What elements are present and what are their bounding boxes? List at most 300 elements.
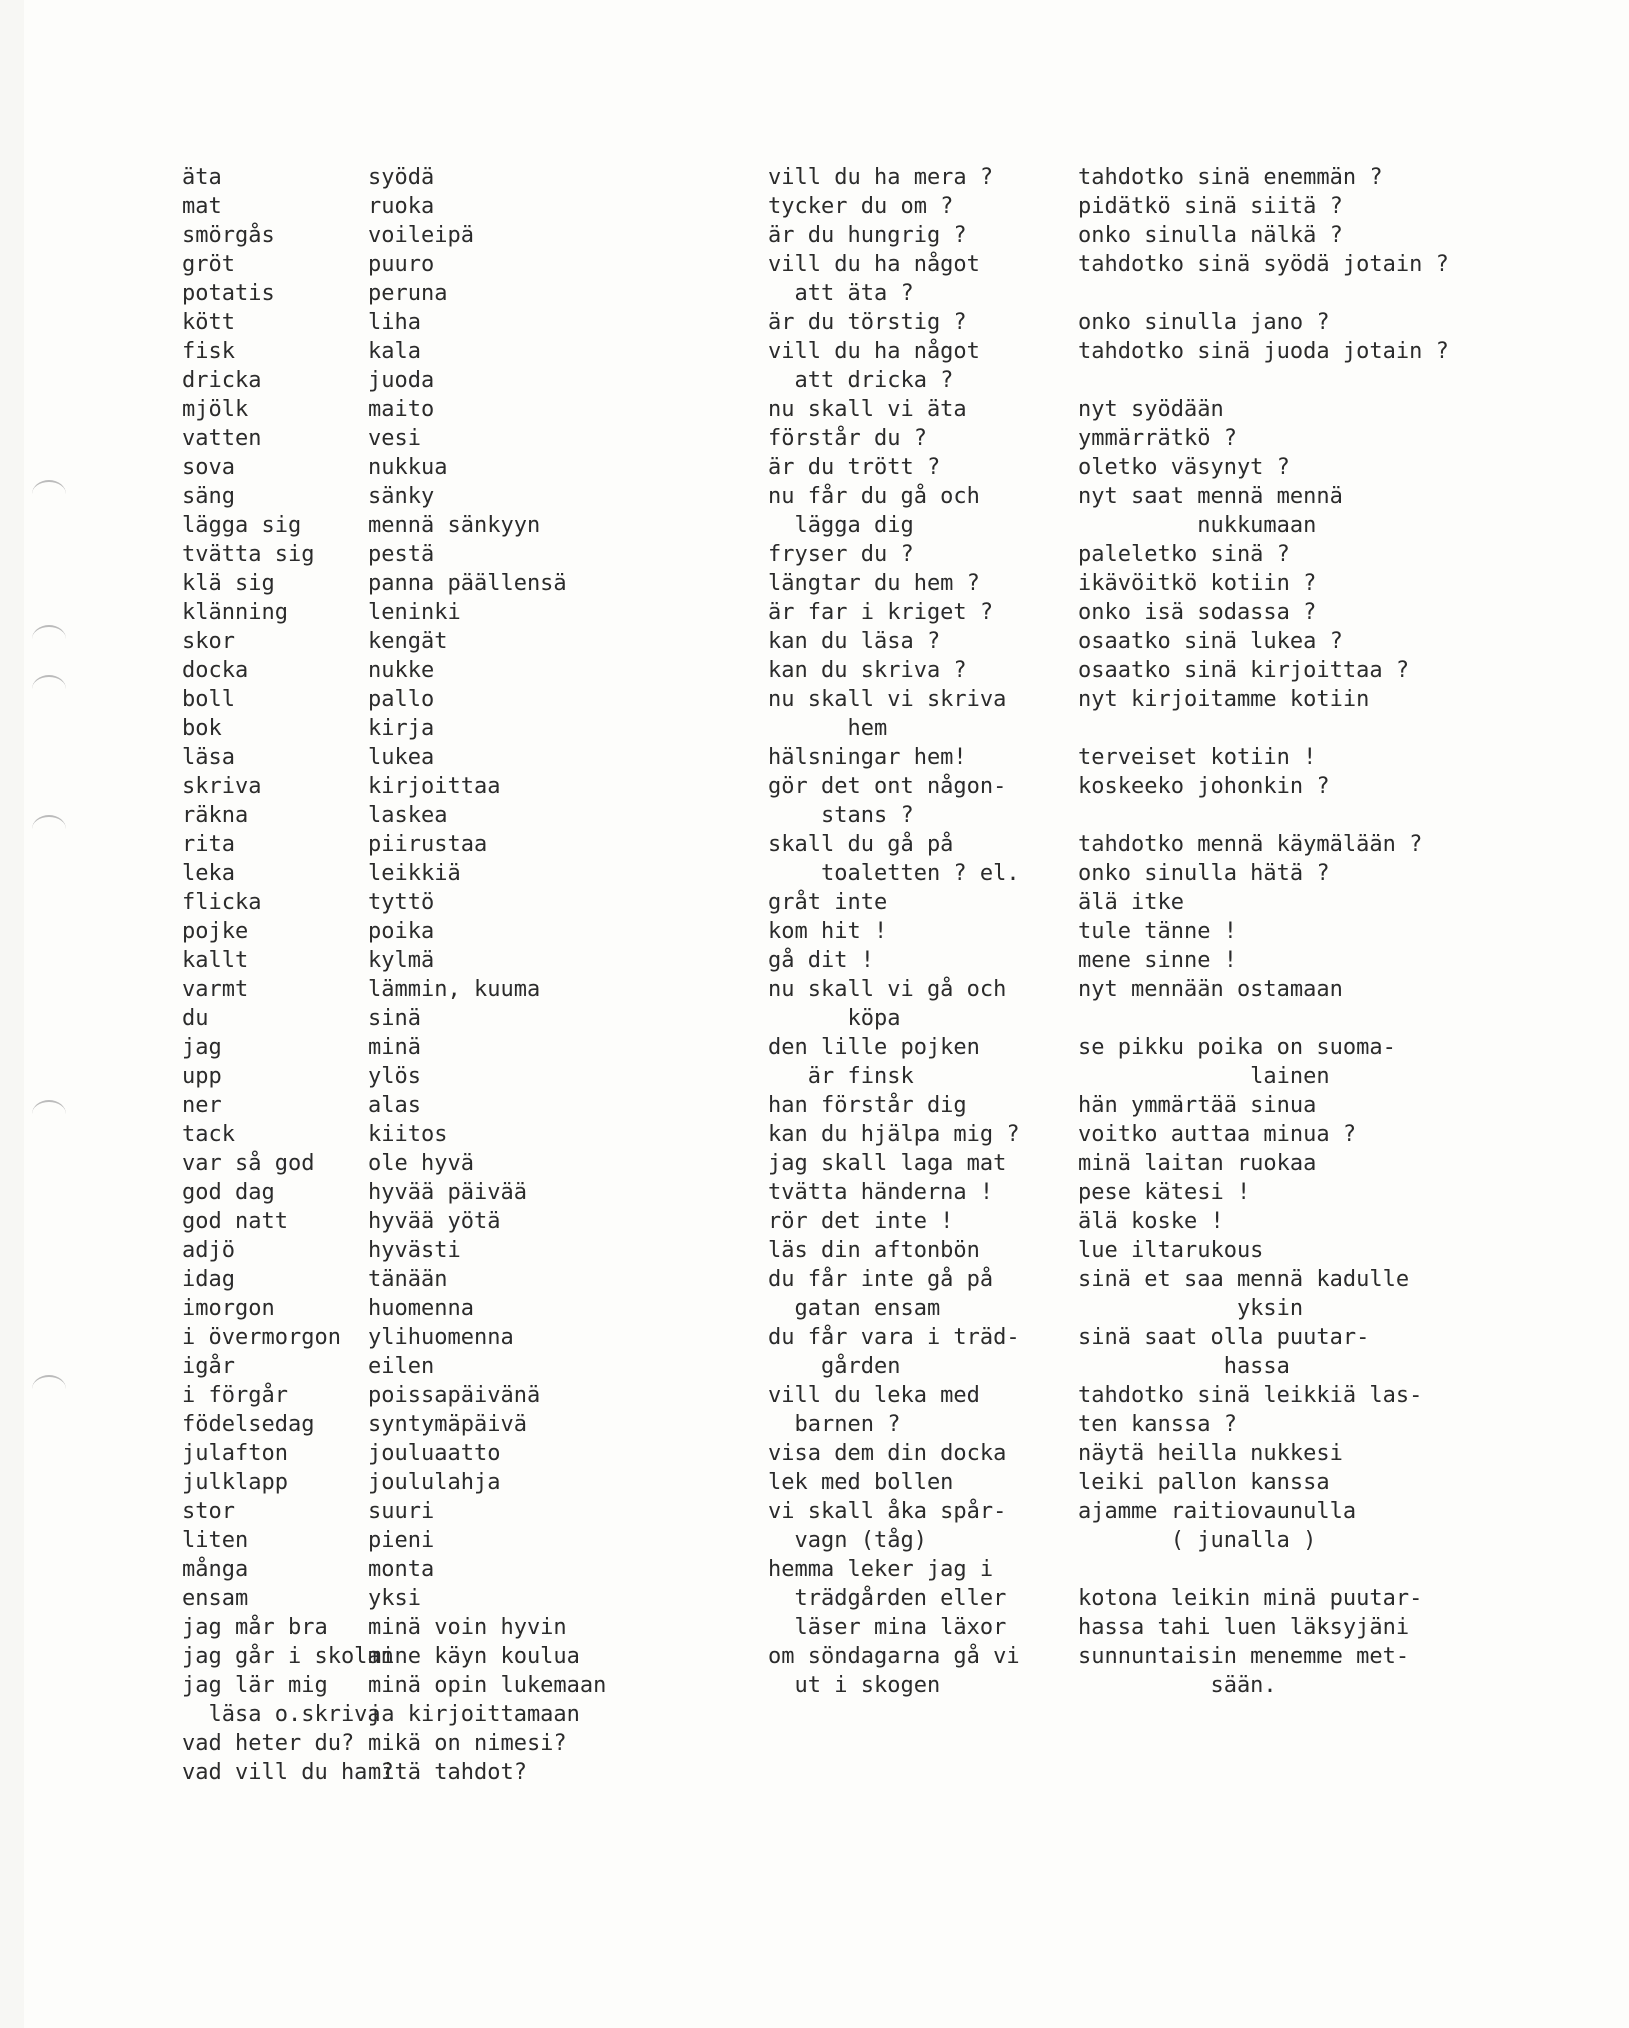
word-pair-row	[768, 337, 1568, 366]
swedish-text: fryser du ?	[768, 542, 914, 567]
finnish-text: liha	[368, 310, 421, 335]
word-pair-row	[768, 366, 1568, 395]
word-pair-row	[182, 1265, 792, 1294]
word-pair-row	[182, 1700, 792, 1729]
finnish-text: suuri	[368, 1499, 435, 1524]
word-pair-row	[768, 1207, 1568, 1236]
punch-hole-mark	[32, 480, 66, 508]
word-pair-row	[182, 1671, 792, 1700]
word-pair-row	[768, 1526, 1568, 1555]
swedish-text: skor	[182, 629, 235, 654]
swedish-text: god natt	[182, 1209, 288, 1234]
finnish-text: mene sinne !	[1078, 948, 1237, 973]
finnish-text: kengät	[368, 629, 448, 654]
word-pair-row	[182, 1613, 792, 1642]
word-pair-row	[768, 917, 1568, 946]
finnish-text: peruna	[368, 281, 448, 306]
finnish-text: poissapäivänä	[368, 1383, 541, 1408]
swedish-text: gråt inte	[768, 890, 888, 915]
finnish-text: oletko väsynyt ?	[1078, 455, 1290, 480]
finnish-text: sinä	[368, 1006, 421, 1031]
swedish-text: kan du skriva ?	[768, 658, 967, 683]
swedish-text: skall du gå på	[768, 832, 954, 857]
swedish-text: födelsedag	[182, 1412, 315, 1437]
word-pair-row	[768, 772, 1568, 801]
word-pair-row	[768, 1584, 1568, 1613]
finnish-text: kotona leikin minä puutar-	[1078, 1586, 1423, 1611]
word-pair-row	[768, 656, 1568, 685]
word-pair-row	[182, 1178, 792, 1207]
word-pair-row	[182, 772, 792, 801]
finnish-text: mine käyn koulua	[368, 1644, 580, 1669]
word-pair-row	[768, 395, 1568, 424]
finnish-text: monta	[368, 1557, 435, 1582]
swedish-text: är far i kriget ?	[768, 600, 994, 625]
swedish-text: lek med bollen	[768, 1470, 954, 1495]
swedish-text: räkna	[182, 803, 249, 828]
finnish-text: hyvää päivää	[368, 1180, 527, 1205]
word-pair-row	[182, 569, 792, 598]
swedish-text: liten	[182, 1528, 249, 1553]
swedish-text: upp	[182, 1064, 222, 1089]
punch-hole-mark	[32, 625, 66, 653]
finnish-text: ten kanssa ?	[1078, 1412, 1237, 1437]
word-pair-row	[182, 1439, 792, 1468]
swedish-text: visa dem din docka	[768, 1441, 1007, 1466]
word-pair-row	[182, 192, 792, 221]
word-pair-row	[182, 1149, 792, 1178]
swedish-text: god dag	[182, 1180, 275, 1205]
swedish-text: smörgås	[182, 223, 275, 248]
swedish-text: leka	[182, 861, 235, 886]
swedish-text: nu får du gå och	[768, 484, 980, 509]
finnish-text: mennä sänkyyn	[368, 513, 541, 538]
word-pair-row	[182, 801, 792, 830]
swedish-text: många	[182, 1557, 249, 1582]
finnish-text: pestä	[368, 542, 435, 567]
swedish-text: varmt	[182, 977, 249, 1002]
swedish-text: den lille pojken	[768, 1035, 980, 1060]
word-pair-row	[768, 192, 1568, 221]
word-pair-row	[768, 1613, 1568, 1642]
swedish-text: hemma leker jag i	[768, 1557, 994, 1582]
finnish-text: ja kirjoittamaan	[368, 1702, 580, 1727]
finnish-text: onko sinulla hätä ?	[1078, 861, 1330, 886]
word-pair-row	[768, 424, 1568, 453]
finnish-text: joululahja	[368, 1470, 501, 1495]
finnish-text: voitko auttaa minua ?	[1078, 1122, 1357, 1147]
finnish-text: sänky	[368, 484, 435, 509]
swedish-text: längtar du hem ?	[768, 571, 980, 596]
finnish-text: näytä heilla nukkesi	[1078, 1441, 1343, 1466]
finnish-text: jouluaatto	[368, 1441, 501, 1466]
finnish-text: tänään	[368, 1267, 448, 1292]
swedish-text: gå dit !	[768, 948, 874, 973]
finnish-text: hän ymmärtää sinua	[1078, 1093, 1317, 1118]
word-pair-row	[768, 1671, 1568, 1700]
swedish-text: rör det inte !	[768, 1209, 954, 1234]
word-pair-row	[182, 1352, 792, 1381]
finnish-text: kiitos	[368, 1122, 448, 1147]
swedish-text: lägga sig	[182, 513, 302, 538]
swedish-text: bok	[182, 716, 222, 741]
finnish-text: leikkiä	[368, 861, 461, 886]
word-pair-row	[768, 888, 1568, 917]
finnish-text: pieni	[368, 1528, 435, 1553]
word-pair-row	[182, 1207, 792, 1236]
swedish-text: jag lär mig	[182, 1673, 328, 1698]
swedish-text: äta	[182, 165, 222, 190]
punch-hole-mark	[32, 1375, 66, 1403]
swedish-text: vill du ha något	[768, 252, 980, 277]
finnish-text: leiki pallon kanssa	[1078, 1470, 1330, 1495]
swedish-text: är du trött ?	[768, 455, 941, 480]
finnish-text: alas	[368, 1093, 421, 1118]
finnish-text: panna päällensä	[368, 571, 567, 596]
swedish-text: vi skall åka spår-	[768, 1499, 1007, 1524]
swedish-text: kan du läsa ?	[768, 629, 941, 654]
finnish-text: tahdotko sinä enemmän ?	[1078, 165, 1383, 190]
finnish-text: osaatko sinä kirjoittaa ?	[1078, 658, 1410, 683]
finnish-text: onko sinulla nälkä ?	[1078, 223, 1343, 248]
swedish-text: att äta ?	[768, 281, 914, 306]
finnish-text: hyvää yötä	[368, 1209, 501, 1234]
finnish-text: ajamme raitiovaunulla	[1078, 1499, 1357, 1524]
word-pair-row	[182, 1236, 792, 1265]
vocabulary-list-left	[182, 163, 792, 1787]
word-pair-row	[182, 337, 792, 366]
swedish-text: rita	[182, 832, 235, 857]
word-pair-row	[768, 743, 1568, 772]
finnish-text: nyt saat mennä mennä	[1078, 484, 1343, 509]
finnish-text: pallo	[368, 687, 435, 712]
swedish-text: nu skall vi skriva	[768, 687, 1007, 712]
word-pair-row	[768, 946, 1568, 975]
swedish-text: läsa	[182, 745, 235, 770]
swedish-text: stans ?	[768, 803, 914, 828]
finnish-text: ruoka	[368, 194, 435, 219]
word-pair-row	[768, 1323, 1568, 1352]
swedish-text: julklapp	[182, 1470, 288, 1495]
swedish-text: docka	[182, 658, 249, 683]
swedish-text: vill du ha mera ?	[768, 165, 994, 190]
finnish-text: sinä saat olla puutar-	[1078, 1325, 1370, 1350]
finnish-text: hassa tahi luen läksyjäni	[1078, 1615, 1410, 1640]
word-pair-row	[768, 1091, 1568, 1120]
finnish-text: leninki	[368, 600, 461, 625]
swedish-text: kan du hjälpa mig ?	[768, 1122, 1020, 1147]
word-pair-row	[768, 1236, 1568, 1265]
word-pair-row	[182, 1120, 792, 1149]
finnish-text: lukea	[368, 745, 435, 770]
word-pair-row	[182, 1033, 792, 1062]
word-pair-row	[182, 859, 792, 888]
swedish-text: vill du leka med	[768, 1383, 980, 1408]
finnish-text: sään.	[1078, 1673, 1277, 1698]
word-pair-row	[768, 1062, 1568, 1091]
swedish-text: är du hungrig ?	[768, 223, 967, 248]
word-pair-row	[182, 1758, 792, 1787]
swedish-text: gården	[768, 1354, 901, 1379]
word-pair-row	[768, 279, 1568, 308]
word-pair-row	[182, 598, 792, 627]
word-pair-row	[182, 221, 792, 250]
word-pair-row	[768, 482, 1568, 511]
finnish-text: tahdotko mennä käymälään ?	[1078, 832, 1423, 857]
swedish-text: adjö	[182, 1238, 235, 1263]
word-pair-row	[182, 1381, 792, 1410]
word-pair-row	[768, 1642, 1568, 1671]
finnish-text: tahdotko sinä syödä jotain ?	[1078, 252, 1449, 277]
swedish-text: skriva	[182, 774, 262, 799]
swedish-text: han förstår dig	[768, 1093, 967, 1118]
word-pair-row	[768, 511, 1568, 540]
finnish-text: sunnuntaisin menemme met-	[1078, 1644, 1410, 1669]
swedish-text: gör det ont någon-	[768, 774, 1007, 799]
word-pair-row	[768, 221, 1568, 250]
word-pair-row	[182, 917, 792, 946]
finnish-text: onko isä sodassa ?	[1078, 600, 1317, 625]
finnish-text: lue iltarukous	[1078, 1238, 1264, 1263]
word-pair-row	[182, 279, 792, 308]
swedish-text: jag skall laga mat	[768, 1151, 1007, 1176]
word-pair-row	[768, 627, 1568, 656]
swedish-text: kallt	[182, 948, 249, 973]
swedish-text: vagn (tåg)	[768, 1528, 927, 1553]
word-pair-row	[182, 1497, 792, 1526]
word-pair-row	[768, 1004, 1568, 1033]
word-pair-row	[182, 163, 792, 192]
word-pair-row	[768, 163, 1568, 192]
swedish-text: potatis	[182, 281, 275, 306]
finnish-text: tahdotko sinä juoda jotain ?	[1078, 339, 1449, 364]
word-pair-row	[768, 801, 1568, 830]
word-pair-row	[182, 511, 792, 540]
swedish-text: du	[182, 1006, 209, 1031]
finnish-text: kirja	[368, 716, 435, 741]
word-pair-row	[182, 1062, 792, 1091]
finnish-text: poika	[368, 919, 435, 944]
word-pair-row	[182, 627, 792, 656]
finnish-text: ole hyvä	[368, 1151, 474, 1176]
word-pair-row	[768, 1439, 1568, 1468]
word-pair-row	[182, 888, 792, 917]
finnish-text: juoda	[368, 368, 435, 393]
swedish-text: jag mår bra	[182, 1615, 328, 1640]
finnish-text: nukke	[368, 658, 435, 683]
word-pair-row	[182, 1584, 792, 1613]
word-pair-row	[768, 453, 1568, 482]
swedish-text: jag går i skolan	[182, 1644, 394, 1669]
word-pair-row	[768, 1352, 1568, 1381]
finnish-text: lainen	[1078, 1064, 1330, 1089]
word-pair-row	[182, 482, 792, 511]
finnish-text: tyttö	[368, 890, 435, 915]
word-pair-row	[768, 714, 1568, 743]
word-pair-row	[182, 308, 792, 337]
word-pair-row	[182, 540, 792, 569]
swedish-text: ensam	[182, 1586, 249, 1611]
finnish-text: huomenna	[368, 1296, 474, 1321]
word-pair-row	[182, 395, 792, 424]
word-pair-row	[768, 1149, 1568, 1178]
finnish-text: kala	[368, 339, 421, 364]
finnish-text: voileipä	[368, 223, 474, 248]
swedish-text: tycker du om ?	[768, 194, 954, 219]
word-pair-row	[768, 598, 1568, 627]
punch-hole-mark	[32, 675, 66, 703]
word-pair-row	[182, 656, 792, 685]
word-pair-row	[182, 1555, 792, 1584]
finnish-text: minä	[368, 1035, 421, 1060]
swedish-text: vad vill du ha ?	[182, 1760, 394, 1785]
swedish-text: julafton	[182, 1441, 288, 1466]
swedish-text: imorgon	[182, 1296, 275, 1321]
word-pair-row	[182, 250, 792, 279]
word-pair-row	[182, 1004, 792, 1033]
swedish-text: ner	[182, 1093, 222, 1118]
finnish-text: koskeeko johonkin ?	[1078, 774, 1330, 799]
swedish-text: fisk	[182, 339, 235, 364]
finnish-text: vesi	[368, 426, 421, 451]
finnish-text: ylihuomenna	[368, 1325, 514, 1350]
finnish-text: pidätkö sinä siitä ?	[1078, 194, 1343, 219]
finnish-text: kylmä	[368, 948, 435, 973]
punch-hole-mark	[32, 815, 66, 843]
swedish-text: boll	[182, 687, 235, 712]
word-pair-row	[768, 1497, 1568, 1526]
finnish-text: nukkumaan	[1078, 513, 1317, 538]
word-pair-row	[768, 1178, 1568, 1207]
finnish-text: minä opin lukemaan	[368, 1673, 607, 1698]
word-pair-row	[182, 946, 792, 975]
finnish-text: hassa	[1078, 1354, 1290, 1379]
word-pair-row	[182, 743, 792, 772]
word-pair-row	[182, 714, 792, 743]
word-pair-row	[182, 1468, 792, 1497]
finnish-text: nyt kirjoitamme kotiin	[1078, 687, 1370, 712]
word-pair-row	[768, 540, 1568, 569]
word-pair-row	[768, 1468, 1568, 1497]
swedish-text: läser mina läxor	[768, 1615, 1007, 1640]
swedish-text: jag	[182, 1035, 222, 1060]
finnish-text: minä laitan ruokaa	[1078, 1151, 1317, 1176]
finnish-text: terveiset kotiin !	[1078, 745, 1317, 770]
swedish-text: läs din aftonbön	[768, 1238, 980, 1263]
swedish-text: tvätta händerna !	[768, 1180, 994, 1205]
swedish-text: sova	[182, 455, 235, 480]
word-pair-row	[182, 453, 792, 482]
swedish-text: hem	[768, 716, 888, 741]
swedish-text: hälsningar hem!	[768, 745, 967, 770]
swedish-text: tack	[182, 1122, 235, 1147]
word-pair-row	[182, 1642, 792, 1671]
swedish-text: tvätta sig	[182, 542, 315, 567]
swedish-text: stor	[182, 1499, 235, 1524]
swedish-text: igår	[182, 1354, 235, 1379]
finnish-text: puuro	[368, 252, 435, 277]
word-pair-row	[768, 1381, 1568, 1410]
swedish-text: mat	[182, 194, 222, 219]
phrase-list-right	[768, 163, 1568, 1700]
word-pair-row	[768, 1555, 1568, 1584]
swedish-text: nu skall vi äta	[768, 397, 967, 422]
finnish-text: lämmin, kuuma	[368, 977, 541, 1002]
swedish-text: barnen ?	[768, 1412, 901, 1437]
swedish-text: var så god	[182, 1151, 315, 1176]
swedish-text: du får vara i träd-	[768, 1325, 1020, 1350]
finnish-text: maito	[368, 397, 435, 422]
swedish-text: kom hit !	[768, 919, 888, 944]
finnish-text: nukkua	[368, 455, 448, 480]
swedish-text: vill du ha något	[768, 339, 980, 364]
word-pair-row	[768, 975, 1568, 1004]
finnish-text: onko sinulla jano ?	[1078, 310, 1330, 335]
swedish-text: nu skall vi gå och	[768, 977, 1007, 1002]
word-pair-row	[768, 1033, 1568, 1062]
swedish-text: flicka	[182, 890, 262, 915]
word-pair-row	[768, 250, 1568, 279]
finnish-text: paleletko sinä ?	[1078, 542, 1290, 567]
swedish-text: i förgår	[182, 1383, 288, 1408]
word-pair-row	[768, 1294, 1568, 1323]
finnish-text: syödä	[368, 165, 435, 190]
finnish-text: ylös	[368, 1064, 421, 1089]
word-pair-row	[768, 1410, 1568, 1439]
swedish-text: säng	[182, 484, 235, 509]
swedish-text: toaletten ? el.	[768, 861, 1020, 886]
word-pair-row	[768, 308, 1568, 337]
swedish-text: lägga dig	[768, 513, 914, 538]
finnish-text: nyt mennään ostamaan	[1078, 977, 1343, 1002]
word-pair-row	[182, 1729, 792, 1758]
swedish-text: om söndagarna gå vi	[768, 1644, 1020, 1669]
swedish-text: dricka	[182, 368, 262, 393]
punch-hole-mark	[32, 1100, 66, 1128]
swedish-text: är du törstig ?	[768, 310, 967, 335]
swedish-text: mjölk	[182, 397, 249, 422]
swedish-text: vatten	[182, 426, 262, 451]
finnish-text: tahdotko sinä leikkiä las-	[1078, 1383, 1423, 1408]
finnish-text: minä voin hyvin	[368, 1615, 567, 1640]
word-pair-row	[768, 685, 1568, 714]
finnish-text: mikä on nimesi?	[368, 1731, 567, 1756]
finnish-text: laskea	[368, 803, 448, 828]
finnish-text: ymmärrätkö ?	[1078, 426, 1237, 451]
finnish-text: tule tänne !	[1078, 919, 1237, 944]
word-pair-row	[768, 1265, 1568, 1294]
word-pair-row	[768, 859, 1568, 888]
finnish-text: se pikku poika on suoma-	[1078, 1035, 1396, 1060]
finnish-text: pese kätesi !	[1078, 1180, 1251, 1205]
word-pair-row	[182, 1410, 792, 1439]
swedish-text: trädgården eller	[768, 1586, 1007, 1611]
word-pair-row	[768, 830, 1568, 859]
swedish-text: läsa o.skriva	[182, 1702, 381, 1727]
finnish-text: älä itke	[1078, 890, 1184, 915]
word-pair-row	[182, 1091, 792, 1120]
word-pair-row	[182, 1294, 792, 1323]
swedish-text: att dricka ?	[768, 368, 954, 393]
swedish-text: vad heter du?	[182, 1731, 355, 1756]
finnish-text: älä koske !	[1078, 1209, 1224, 1234]
finnish-text: yksi	[368, 1586, 421, 1611]
finnish-text: sinä et saa mennä kadulle	[1078, 1267, 1410, 1292]
word-pair-row	[182, 975, 792, 1004]
swedish-text: gatan ensam	[768, 1296, 941, 1321]
word-pair-row	[768, 1120, 1568, 1149]
swedish-text: klä sig	[182, 571, 275, 596]
